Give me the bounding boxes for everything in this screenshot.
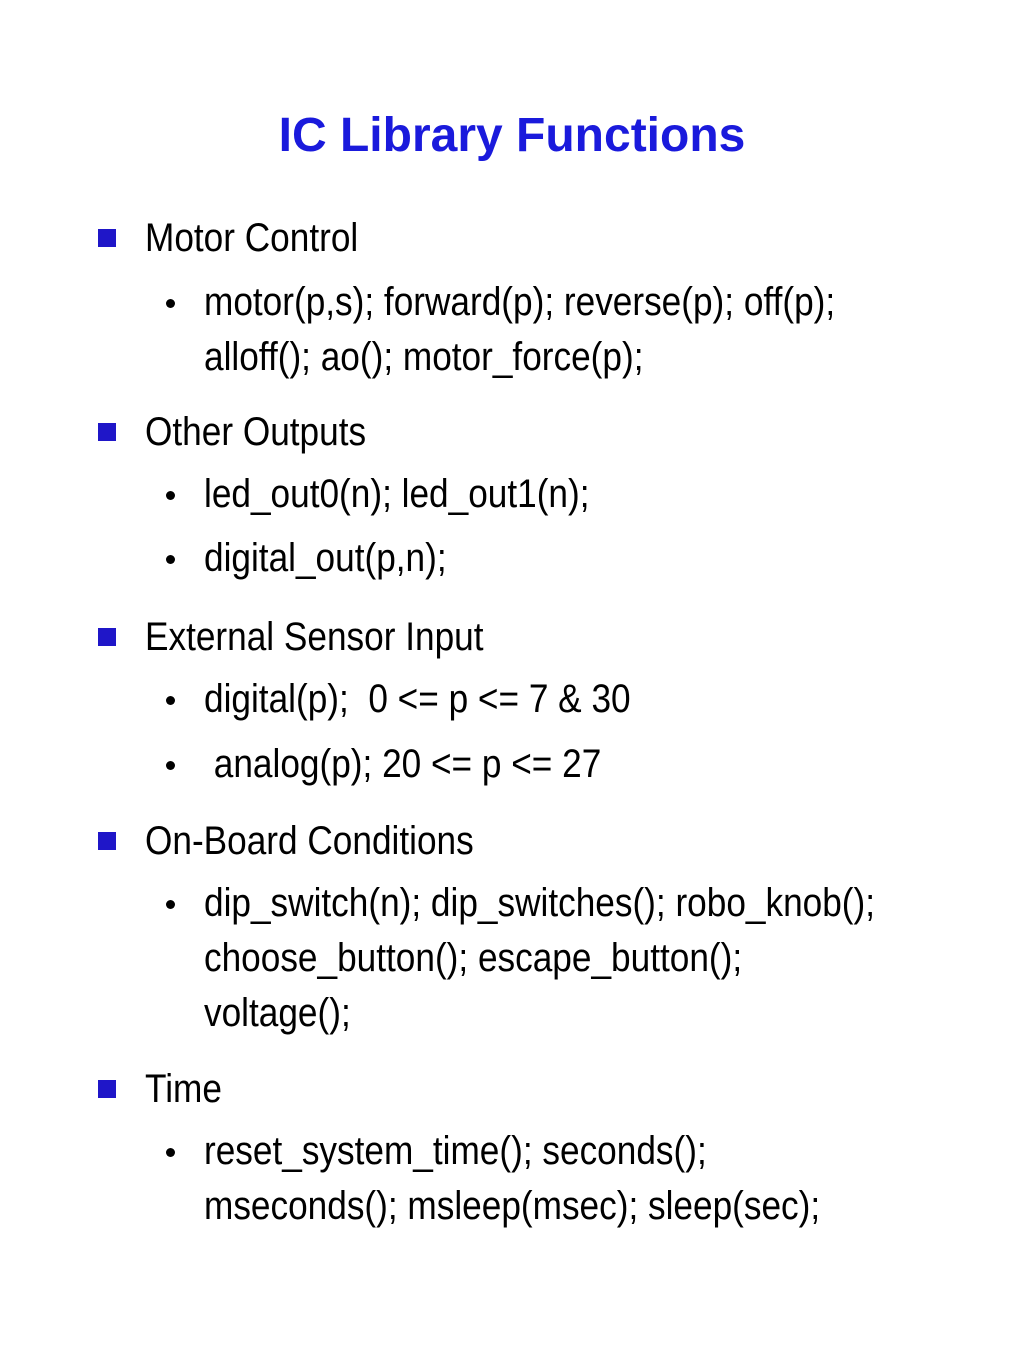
square-bullet-icon xyxy=(98,628,116,646)
level2-item xyxy=(0,531,1024,586)
level1-item xyxy=(0,1058,1024,1111)
section-on-board-conditions xyxy=(0,810,1024,1041)
item-text-line: motor(p,s); forward(p); reverse(p); off(p); xyxy=(204,280,836,324)
square-bullet-icon xyxy=(98,1080,116,1098)
section-heading: Other Outputs xyxy=(145,410,367,454)
level2-item xyxy=(0,672,1024,727)
section-heading: Time xyxy=(145,1067,222,1111)
level2-item xyxy=(0,737,1024,792)
section-time xyxy=(0,1058,1024,1234)
item-text-line: digital_out(p,n); xyxy=(204,536,447,580)
item-text-line: alloff(); ao(); motor_force(p); xyxy=(204,335,644,379)
item-text-line: mseconds(); msleep(msec); sleep(sec); xyxy=(204,1184,821,1228)
round-bullet-icon xyxy=(166,299,175,308)
square-bullet-icon xyxy=(98,832,116,850)
round-bullet-icon xyxy=(166,696,175,705)
round-bullet-icon xyxy=(166,491,175,500)
slide-title: IC Library Functions xyxy=(278,109,746,162)
level2-item xyxy=(0,467,1024,522)
square-bullet-icon xyxy=(98,229,116,247)
round-bullet-icon xyxy=(166,761,175,770)
level1-item xyxy=(0,401,1024,454)
item-text-line: choose_button(); escape_button(); xyxy=(204,936,743,980)
round-bullet-icon xyxy=(166,1148,175,1157)
section-motor-control xyxy=(0,207,1024,385)
level2-item xyxy=(0,876,1024,1041)
item-text-line: digital(p); 0 <= p <= 7 & 30 xyxy=(204,677,631,721)
item-text-line: analog(p); 20 <= p <= 27 xyxy=(204,742,602,786)
item-text-line: led_out0(n); led_out1(n); xyxy=(204,472,590,516)
level2-item xyxy=(0,275,1024,385)
round-bullet-icon xyxy=(166,900,175,909)
level1-item xyxy=(0,207,1024,260)
square-bullet-icon xyxy=(98,423,116,441)
round-bullet-icon xyxy=(166,555,175,564)
item-text-line: dip_switch(n); dip_switches(); robo_knob(); xyxy=(204,881,876,925)
level1-item xyxy=(0,606,1024,659)
section-external-sensor-input xyxy=(0,606,1024,792)
item-text-line: reset_system_time(); seconds(); xyxy=(204,1129,707,1173)
level2-item xyxy=(0,1124,1024,1234)
section-other-outputs xyxy=(0,401,1024,586)
level1-item xyxy=(0,810,1024,863)
section-heading: External Sensor Input xyxy=(145,615,484,659)
section-heading: On-Board Conditions xyxy=(145,819,474,863)
item-text-line: voltage(); xyxy=(204,991,351,1035)
section-heading: Motor Control xyxy=(145,216,359,260)
